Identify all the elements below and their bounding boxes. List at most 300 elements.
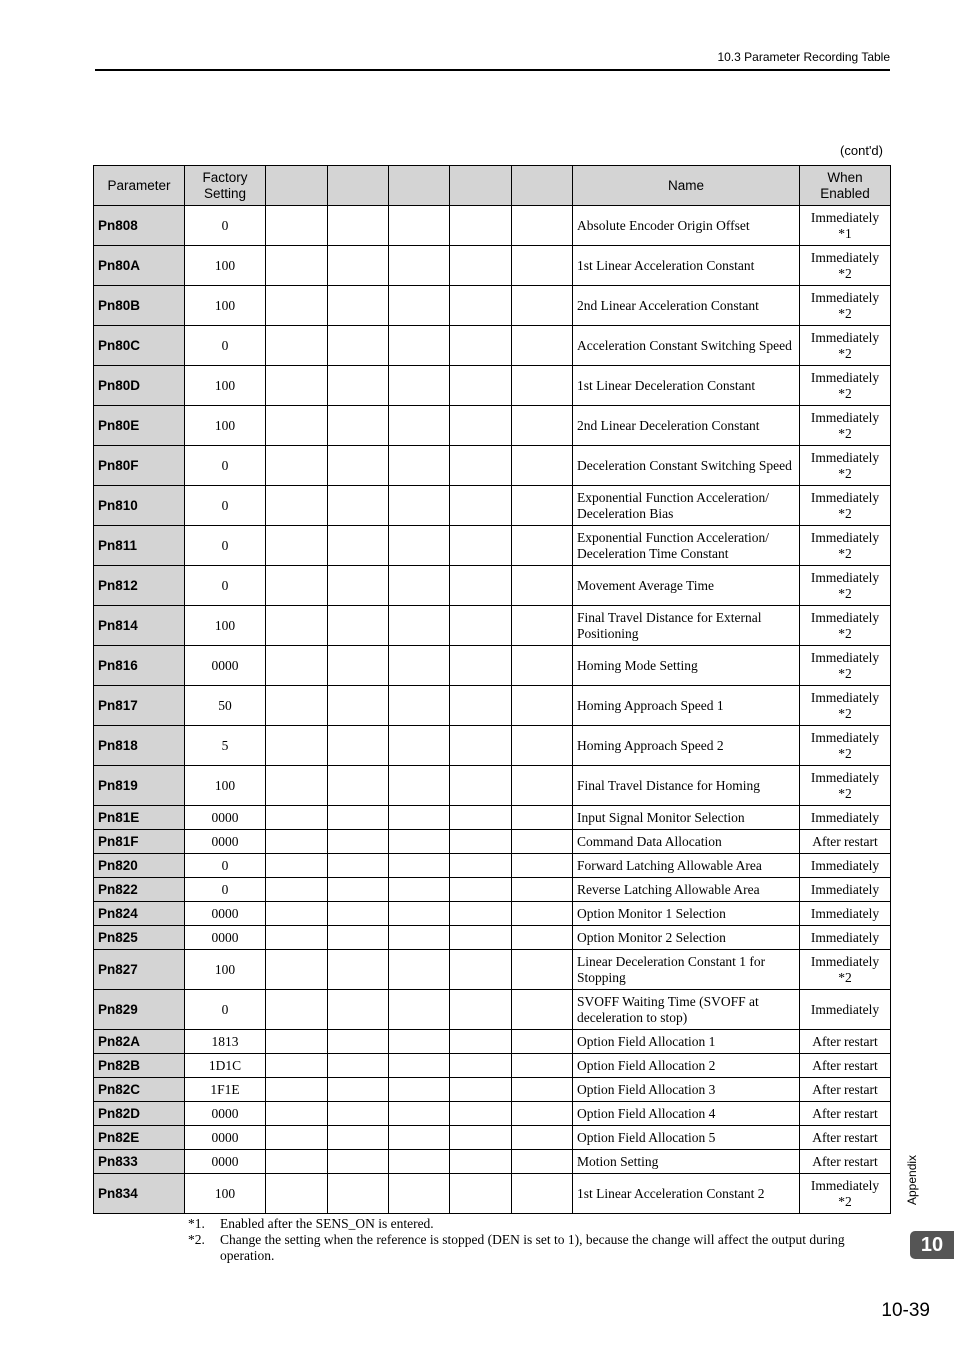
table-row [94,766,891,806]
when-enabled-text: After restart [812,833,878,849]
record-cell [512,1126,573,1150]
footnote-ref: *2 [838,465,852,481]
table-row [94,1078,891,1102]
footnote-1 [188,1216,888,1232]
name-cell: 1st Linear Deceleration Constant [573,366,800,406]
parameter-cell: Pn80C [94,326,185,366]
header-rule [95,69,890,71]
when-enabled-text: Immediately [810,409,880,425]
record-cell [450,1102,512,1126]
factory-setting-cell: 100 [185,1174,266,1214]
record-cell [450,830,512,854]
record-cell [266,1126,328,1150]
name-cell: Reverse Latching Allowable Area [573,878,800,902]
factory-setting-cell: 0 [185,566,266,606]
record-cell [450,246,512,286]
record-cell [512,950,573,990]
when-enabled-cell [800,766,891,806]
record-cell [389,1054,450,1078]
when-enabled-cell [800,830,891,854]
parameter-cell: Pn812 [94,566,185,606]
record-cell [266,286,328,326]
parameter-cell: Pn81F [94,830,185,854]
footnote-ref: *2 [838,585,852,601]
table-header-row [94,166,891,206]
record-cell [328,1030,389,1054]
factory-setting-cell: 0 [185,446,266,486]
parameter-cell: Pn817 [94,686,185,726]
record-cell [328,686,389,726]
when-enabled-cell [800,366,891,406]
parameter-cell: Pn824 [94,902,185,926]
record-cell [266,806,328,830]
record-cell [328,486,389,526]
record-cell [389,1174,450,1214]
when-enabled-cell [800,406,891,446]
when-enabled-text: Immediately [810,289,880,305]
record-cell [512,1078,573,1102]
record-cell [450,902,512,926]
record-cell [389,566,450,606]
table-row [94,1054,891,1078]
header-parameter: Parameter [94,166,185,206]
record-cell [328,854,389,878]
when-enabled-cell [800,990,891,1030]
factory-setting-cell: 0000 [185,806,266,830]
chapter-tab: 10 [910,1231,954,1259]
name-cell: Exponential Function Acceleration/ Deceleration Bias [573,486,800,526]
name-cell: 1st Linear Acceleration Constant [573,246,800,286]
record-cell [389,526,450,566]
factory-setting-cell: 0 [185,206,266,246]
when-enabled-text: Immediately [810,569,880,585]
record-cell [512,902,573,926]
record-cell [512,686,573,726]
when-enabled-cell [800,206,891,246]
record-cell [266,1150,328,1174]
record-cell [328,902,389,926]
record-cell [512,486,573,526]
record-cell [266,446,328,486]
footnote-ref: *2 [838,305,852,321]
record-cell [512,854,573,878]
record-cell [512,566,573,606]
name-cell: Absolute Encoder Origin Offset [573,206,800,246]
factory-setting-cell: 0000 [185,1150,266,1174]
record-cell [328,950,389,990]
table-row [94,206,891,246]
record-cell [450,726,512,766]
record-cell [389,366,450,406]
when-enabled-text: Immediately [810,329,880,345]
record-cell [266,646,328,686]
when-enabled-text: Immediately [810,1001,880,1017]
record-cell [450,206,512,246]
record-cell [266,830,328,854]
record-cell [512,1174,573,1214]
table-row [94,902,891,926]
parameter-cell: Pn825 [94,926,185,950]
footnotes [188,1216,888,1264]
name-cell: Acceleration Constant Switching Speed [573,326,800,366]
when-enabled-cell [800,1102,891,1126]
record-cell [512,366,573,406]
when-enabled-cell [800,806,891,830]
when-enabled-cell [800,726,891,766]
record-cell [266,926,328,950]
table-row [94,526,891,566]
footnote-mark: *1. [188,1216,205,1231]
parameter-cell: Pn80D [94,366,185,406]
record-cell [328,326,389,366]
record-cell [450,326,512,366]
record-cell [389,902,450,926]
record-cell [266,366,328,406]
table-row [94,286,891,326]
record-cell [450,406,512,446]
parameter-cell: Pn808 [94,206,185,246]
record-cell [266,406,328,446]
footnote-text: Change the setting when the reference is stopped (DEN is set to 1), because the change will affect the output during operation. [220,1232,845,1263]
table-row [94,406,891,446]
name-cell: Motion Setting [573,1150,800,1174]
record-cell [266,878,328,902]
when-enabled-cell [800,1030,891,1054]
name-cell: Option Monitor 2 Selection [573,926,800,950]
record-cell [328,926,389,950]
record-cell [389,1150,450,1174]
name-cell: Exponential Function Acceleration/ Deceleration Time Constant [573,526,800,566]
when-enabled-cell [800,686,891,726]
footnote-ref: *2 [838,625,852,641]
record-cell [512,726,573,766]
table-row [94,806,891,830]
when-enabled-text: Immediately [810,881,880,897]
record-cell [266,246,328,286]
factory-setting-cell: 100 [185,766,266,806]
when-enabled-cell [800,326,891,366]
record-cell [266,950,328,990]
footnote-ref: *2 [838,505,852,521]
when-enabled-text: Immediately [810,249,880,265]
record-cell [389,950,450,990]
record-cell [328,806,389,830]
when-enabled-text: Immediately [810,953,880,969]
appendix-side-label: Appendix [905,1154,919,1205]
parameter-cell: Pn82D [94,1102,185,1126]
record-cell [450,1174,512,1214]
when-enabled-cell [800,286,891,326]
parameter-cell: Pn82E [94,1126,185,1150]
record-cell [266,726,328,766]
factory-setting-cell: 0 [185,990,266,1030]
record-cell [389,446,450,486]
record-cell [450,766,512,806]
record-cell [328,566,389,606]
record-cell [266,1174,328,1214]
record-cell [389,726,450,766]
header-factory-setting: Factory Setting [185,166,266,206]
factory-setting-cell: 1F1E [185,1078,266,1102]
record-cell [450,486,512,526]
when-enabled-text: After restart [812,1105,878,1121]
when-enabled-text: Immediately [810,609,880,625]
record-cell [450,990,512,1030]
footnote-2 [188,1232,888,1264]
record-cell [512,830,573,854]
footnote-ref: *2 [838,545,852,561]
when-enabled-cell [800,902,891,926]
factory-setting-cell: 5 [185,726,266,766]
record-cell [389,830,450,854]
record-cell [450,1126,512,1150]
parameter-cell: Pn811 [94,526,185,566]
parameter-cell: Pn82C [94,1078,185,1102]
record-cell [328,766,389,806]
name-cell: Homing Approach Speed 2 [573,726,800,766]
record-cell [328,606,389,646]
name-cell: Forward Latching Allowable Area [573,854,800,878]
header-name: Name [573,166,800,206]
name-cell: Final Travel Distance for External Positioning [573,606,800,646]
record-cell [512,1150,573,1174]
factory-setting-cell: 100 [185,246,266,286]
record-cell [389,206,450,246]
parameter-cell: Pn80B [94,286,185,326]
footnote-ref: *2 [838,705,852,721]
record-cell [389,246,450,286]
table-row [94,566,891,606]
table-row [94,446,891,486]
record-cell [266,902,328,926]
name-cell: Option Field Allocation 2 [573,1054,800,1078]
record-cell [512,766,573,806]
factory-setting-cell: 100 [185,286,266,326]
record-cell [266,1078,328,1102]
parameter-cell: Pn810 [94,486,185,526]
when-enabled-cell [800,446,891,486]
when-enabled-text: Immediately [810,209,880,225]
name-cell: Homing Mode Setting [573,646,800,686]
when-enabled-cell [800,526,891,566]
name-cell: Option Field Allocation 4 [573,1102,800,1126]
record-cell [266,854,328,878]
record-cell [266,326,328,366]
when-enabled-text: Immediately [810,529,880,545]
record-cell [328,878,389,902]
record-cell [328,990,389,1030]
when-enabled-text: Immediately [810,729,880,745]
record-cell [389,1102,450,1126]
footnote-ref: *2 [838,665,852,681]
when-enabled-text: After restart [812,1057,878,1073]
table-row [94,1126,891,1150]
header-blank-5 [512,166,573,206]
footnote-ref: *2 [838,785,852,801]
footnote-ref: *1 [838,225,852,241]
table-row [94,1174,891,1214]
parameter-table [93,165,891,1214]
record-cell [328,1078,389,1102]
when-enabled-text: Immediately [810,369,880,385]
table-row [94,854,891,878]
factory-setting-cell: 0 [185,486,266,526]
table-row [94,606,891,646]
footnote-ref: *2 [838,345,852,361]
record-cell [266,990,328,1030]
record-cell [389,406,450,446]
record-cell [450,1030,512,1054]
record-cell [328,726,389,766]
parameter-cell: Pn82B [94,1054,185,1078]
parameter-cell: Pn814 [94,606,185,646]
parameter-cell: Pn816 [94,646,185,686]
record-cell [450,926,512,950]
record-cell [389,766,450,806]
record-cell [450,446,512,486]
record-cell [266,686,328,726]
parameter-cell: Pn820 [94,854,185,878]
when-enabled-text: After restart [812,1033,878,1049]
record-cell [266,1102,328,1126]
name-cell: 2nd Linear Deceleration Constant [573,406,800,446]
record-cell [512,806,573,830]
parameter-cell: Pn827 [94,950,185,990]
record-cell [328,1150,389,1174]
factory-setting-cell: 0 [185,854,266,878]
header-blank-3 [389,166,450,206]
record-cell [266,206,328,246]
record-cell [389,990,450,1030]
header-blank-1 [266,166,328,206]
when-enabled-cell [800,566,891,606]
name-cell: Movement Average Time [573,566,800,606]
record-cell [389,806,450,830]
record-cell [512,646,573,686]
factory-setting-cell: 0000 [185,1102,266,1126]
record-cell [450,878,512,902]
factory-setting-cell: 100 [185,406,266,446]
when-enabled-cell [800,1126,891,1150]
footnote-text: Enabled after the SENS_ON is entered. [220,1216,434,1231]
name-cell: 1st Linear Acceleration Constant 2 [573,1174,800,1214]
parameter-cell: Pn82A [94,1030,185,1054]
when-enabled-cell [800,1054,891,1078]
parameter-cell: Pn834 [94,1174,185,1214]
record-cell [328,830,389,854]
table-row [94,686,891,726]
parameter-cell: Pn80E [94,406,185,446]
name-cell: Linear Deceleration Constant 1 for Stopping [573,950,800,990]
factory-setting-cell: 0 [185,326,266,366]
table-body [94,206,891,1214]
factory-setting-cell: 0000 [185,1126,266,1150]
header-blank-4 [450,166,512,206]
name-cell: Homing Approach Speed 1 [573,686,800,726]
record-cell [328,526,389,566]
record-cell [512,926,573,950]
when-enabled-text: Immediately [810,689,880,705]
record-cell [512,406,573,446]
record-cell [450,566,512,606]
parameter-cell: Pn80F [94,446,185,486]
factory-setting-cell: 100 [185,950,266,990]
record-cell [512,246,573,286]
record-cell [266,526,328,566]
when-enabled-cell [800,1078,891,1102]
factory-setting-cell: 1813 [185,1030,266,1054]
continued-label: (cont'd) [840,143,883,158]
record-cell [389,1078,450,1102]
when-enabled-text: Immediately [810,905,880,921]
when-enabled-cell [800,246,891,286]
name-cell: Option Monitor 1 Selection [573,902,800,926]
when-enabled-text: Immediately [810,857,880,873]
table-row [94,830,891,854]
table-row [94,1030,891,1054]
when-enabled-cell [800,1174,891,1214]
record-cell [328,406,389,446]
record-cell [328,366,389,406]
record-cell [450,950,512,990]
when-enabled-text: Immediately [810,449,880,465]
when-enabled-cell [800,878,891,902]
when-enabled-text: Immediately [810,929,880,945]
parameter-cell: Pn818 [94,726,185,766]
record-cell [512,446,573,486]
record-cell [328,1102,389,1126]
record-cell [266,566,328,606]
when-enabled-cell [800,926,891,950]
table-row [94,486,891,526]
footnote-ref: *2 [838,745,852,761]
section-title: 10.3 Parameter Recording Table [717,50,890,64]
when-enabled-cell [800,486,891,526]
record-cell [450,1150,512,1174]
factory-setting-cell: 0 [185,526,266,566]
record-cell [512,1102,573,1126]
record-cell [512,990,573,1030]
table-row [94,1150,891,1174]
table-row [94,950,891,990]
factory-setting-cell: 1D1C [185,1054,266,1078]
factory-setting-cell: 100 [185,606,266,646]
record-cell [450,646,512,686]
header-when-enabled: When Enabled [800,166,891,206]
table-row [94,1102,891,1126]
when-enabled-cell [800,950,891,990]
page-number: 10-39 [881,1300,930,1321]
record-cell [389,854,450,878]
record-cell [389,926,450,950]
record-cell [512,1030,573,1054]
when-enabled-text: After restart [812,1129,878,1145]
record-cell [389,646,450,686]
table-row [94,926,891,950]
footnote-ref: *2 [838,425,852,441]
record-cell [389,486,450,526]
record-cell [328,646,389,686]
record-cell [512,878,573,902]
name-cell: 2nd Linear Acceleration Constant [573,286,800,326]
parameter-cell: Pn822 [94,878,185,902]
factory-setting-cell: 100 [185,366,266,406]
record-cell [389,326,450,366]
name-cell: Deceleration Constant Switching Speed [573,446,800,486]
table-row [94,646,891,686]
when-enabled-text: Immediately [810,649,880,665]
table-row [94,878,891,902]
